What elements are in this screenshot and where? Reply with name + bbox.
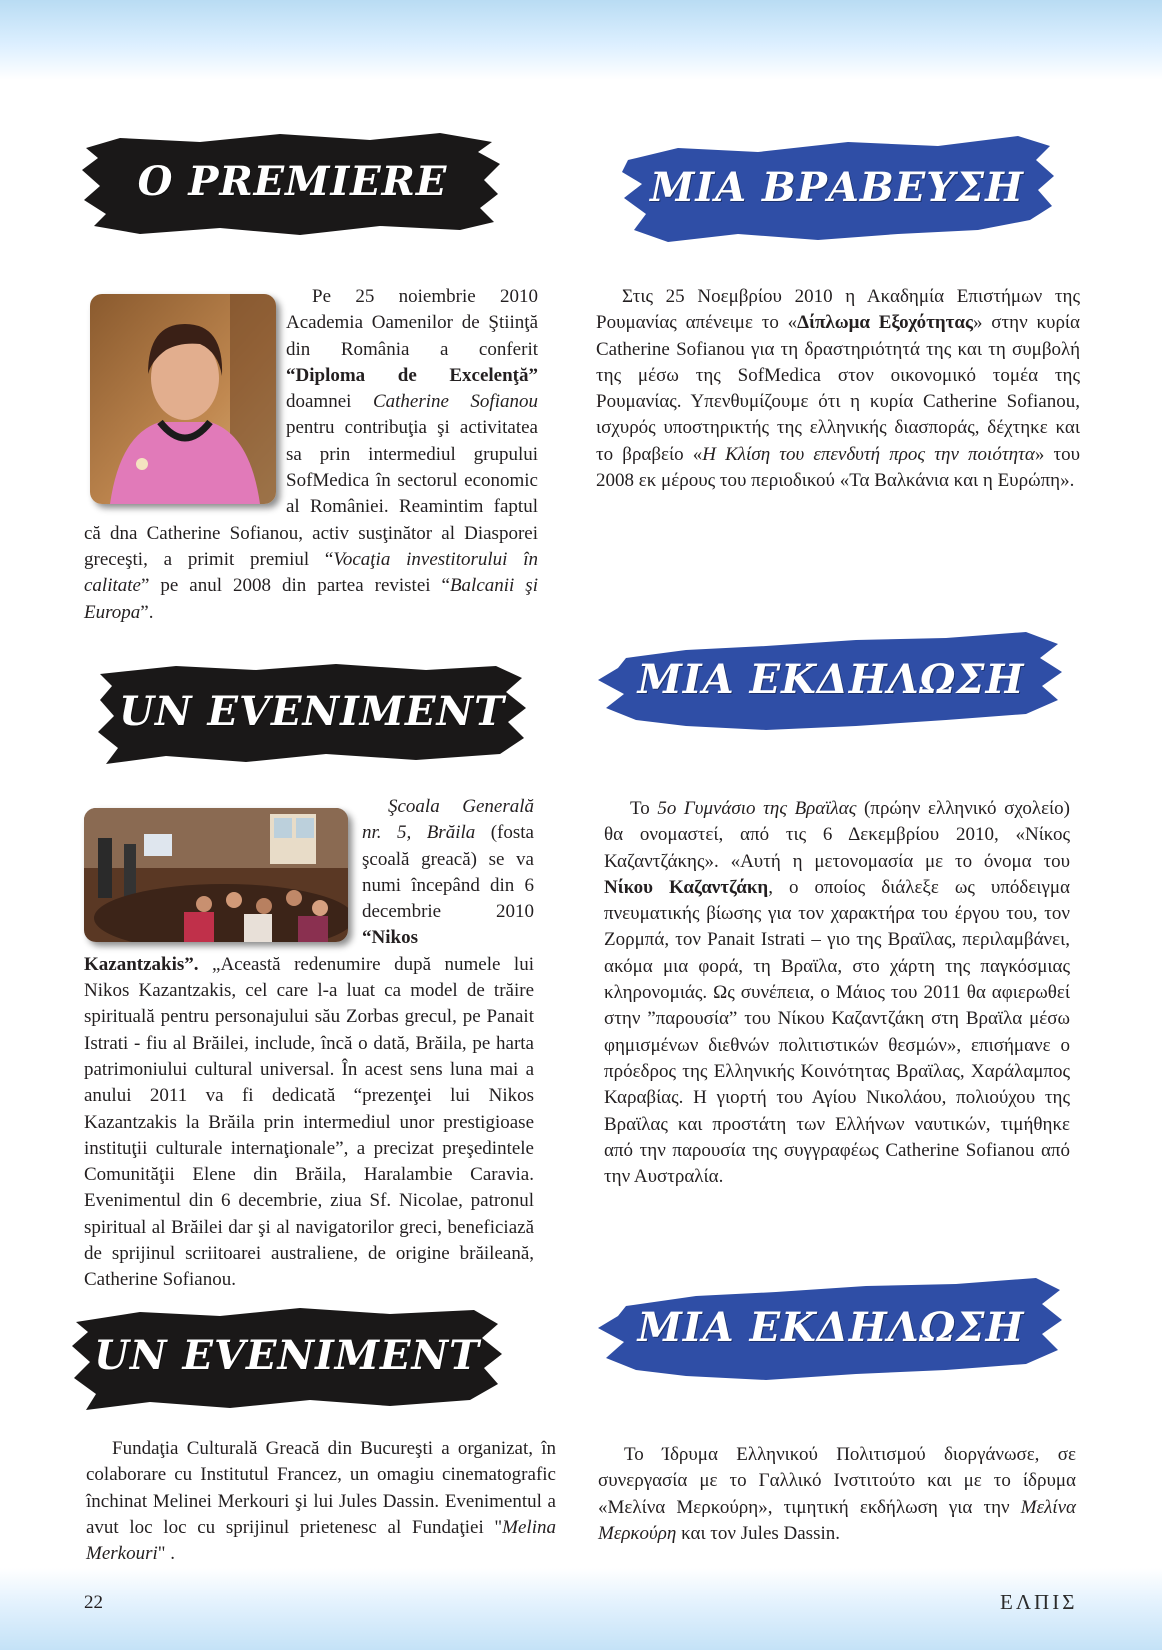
section-title: O PREMIERE: [137, 158, 448, 205]
banner-un-eveniment-2: [70, 1302, 504, 1414]
banner-mia-ekdilosi-2: [596, 1276, 1066, 1386]
magazine-name: ΕΛΠΙΣ: [1000, 1590, 1078, 1614]
banner-mia-vravefsi: [618, 130, 1056, 250]
school-event-photo: [84, 808, 348, 942]
section-title: ΜΙΑ ΒΡΑΒΕΥΣΗ: [650, 164, 1024, 211]
banner-o-premiere: [80, 130, 505, 240]
article-gr-ekdilosi-2: Το Ίδρυμα Ελληνικού Πολιτισμού διοργάνωσε, σε συνεργασία με το Γαλλικό Ινστιτούτο και με το ίδρυμα «Μελίνα Μερκούρη», τιμητική εκδήλωση για την Μελίνα Μερκούρη και τον Jules Dassin.: [598, 1444, 1076, 1544]
page-number: 22: [84, 1592, 103, 1613]
article-gr-ekdilosi-1: Το 5ο Γυμνάσιο της Βραϊλας (πρώην ελληνικό σχολείο) θα ονομαστεί, από τις 6 Δεκεμβρίου 2010, «Νίκος Καζαντζάκης». «Αυτή η μετονομασία με το όνομα του Νίκου Καζαντζάκη, ο οποίος διάλεξε ως υπόδειγμα πνευματικής βίωσης για τον χαρακτήρα του έργου του, τον Ζορμπά, τον Panait Istrati – γιο της Βραϊλας, περιλαμβάνει, ακόμα μια φορά, τη Βραϊλα, στο χάρτη της παγκόσμιας κληρονομιάς. Ως συνέπεια, ο Μάιος του 2011 θα αφιερωθεί στην ”παρουσία” του Νίκου Καζαντζάκη στη Βραϊλα μέσω φημισμένων διεθνών πολιτιστικών θεσμών», επισήμανε ο πρόεδρος της Ελληνικής Κοινότητας Βραϊλας, Χαράλαμπος Καραβίας. Η γιορτή του Αγίου Νικολάου, πολιούχου της Βραϊλας και προστάτη των Ελλήνων ναυτικών, τιμήθηκε από την παρουσία της συγγραφέως Catherine Sofianou από την Αυστραλία.: [604, 798, 1071, 1188]
article-gr-vravefsi: Στις 25 Νοεμβρίου 2010 η Ακαδημία Επιστήμων της Ρουμανίας απένειμε το «Δίπλωμα Εξοχότητας» στην κυρία Catherine Sofianou για τη δραστηριότητά της και τη συμβολή της μέσω της SofMedica στον οικονομικό τομέα της Ρουμανίας. Υπενθυμίζουμε ότι η κυρία Catherine Sofianou, ισχυρός υποστηρικτής της ελληνικής διασποράς, δέχτηκε και το βραβείο «Η Κλίση του επενδυτή προς την ποιότητα» του 2008 εκ μέρους του περιοδικού «Τα Βαλκάνια και η Ευρώπη».: [596, 286, 1081, 492]
article-ro-eveniment-1: Şcoala Generală nr. 5, Brăila (fosta şcoală greacă) se va numi începând din 6 decembrie 2010 “Nikos Kazantzakis”. „Această redenumire după numele lui Nikos Kazantzakis, cel care l-a luat ca model de trăire spirituală pentru personajului său Zorbas grecul, pe Panait Istrati - fiu al Brăilei, include, încă o dată, Brăila, pe harta patrimoniului cultural universal. În acest sens luna mai a anului 2011 va fi dedicată “prezenţei lui Nikos Kazantzakis la Brăila prin intermediul unor prestigioase instituţii culturale internaţionale”, a precizat preşedintele Comunităţii Elene din Brăila, Haralambie Caravia. Evenimentul din 6 decembrie, ziua Sf. Nicolae, patronul spiritual al Brăilei dar şi al navigatorilor greci, beneficiază de sprijinul scriitoarei australiene, de origine brăileană, Catherine Sofianou.: [84, 796, 534, 1291]
banner-mia-ekdilosi-1: [596, 630, 1066, 738]
portrait-photo: [90, 294, 276, 504]
article-ro-premiere: Pe 25 noiembrie 2010 Academia Oamenilor de Ştiinţă din România a conferit “Diploma de Excelenţă” doamnei Catherine Sofianou pentru contribuţia şi activitatea sa prin intermediul grupului SofMedica în sectorul economic al României. Reamintim faptul că dna Catherine Sofianou, activ susţinător al Diasporei greceşti, a primit premiul “Vocaţia investitorului în calitate” pe anul 2008 din partea revistei “Balcanii şi Europa”.: [84, 286, 538, 623]
section-title: UN EVENIMENT: [94, 1332, 480, 1379]
section-title: ΜΙΑ ΕΚΔΗΛΩΣΗ: [637, 656, 1025, 703]
top-gradient-band: [0, 0, 1162, 80]
bottom-gradient-band: [0, 1568, 1162, 1650]
section-title: UN EVENIMENT: [119, 688, 505, 735]
section-title: ΜΙΑ ΕΚΔΗΛΩΣΗ: [637, 1304, 1025, 1351]
article-ro-eveniment-2: Fundaţia Culturală Greacă din Bucureşti a organizat, în colaborare cu Institutul Francez, un omagiu cinematografic închinat Melinei Merkouri şi lui Jules Dassin. Evenimentul a avut loc loc cu sprijinul prietenesc al Fundaţiei "Melina Merkouri" .: [86, 1438, 556, 1565]
banner-un-eveniment-1: [96, 658, 528, 770]
